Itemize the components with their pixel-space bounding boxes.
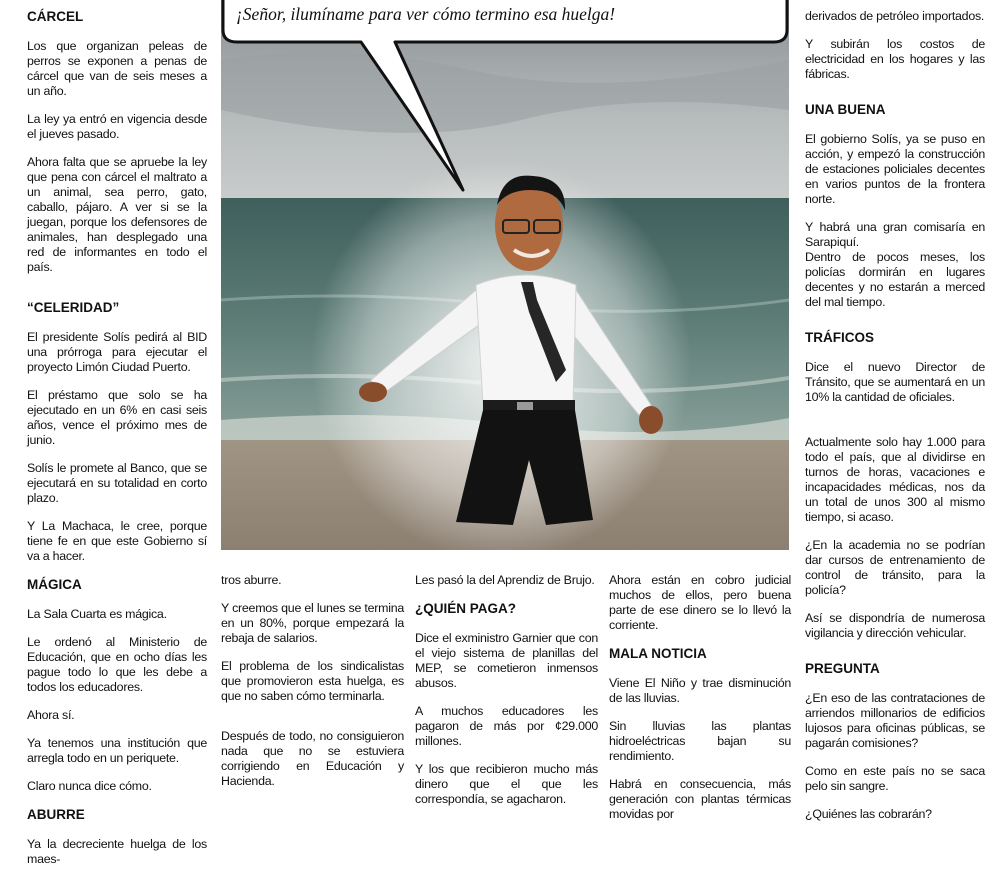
paragraph: derivados de petróleo importados. bbox=[805, 9, 985, 23]
heading-magica: MÁGICA bbox=[27, 577, 82, 592]
paragraph: Ahora están en cobro judicial muchos de ellos, pero buena parte de ese dinero se lo llevó la corriente. bbox=[609, 573, 791, 632]
paragraph: Sin lluvias las plantas hidroeléctricas bajan su rendimiento. bbox=[609, 719, 791, 763]
paragraph: Le ordenó al Ministerio de Educación, que en ocho días les pague todo lo que les debe a todos los educadores. bbox=[27, 635, 207, 694]
heading-mala-noticia: MALA NOTICIA bbox=[609, 646, 707, 661]
bottom-column-1 bbox=[221, 573, 404, 802]
paragraph: El presidente Solís pedirá al BID una prórroga para ejecutar el proyecto Limón Ciudad Puerto. bbox=[27, 330, 207, 374]
paragraph: Ahora falta que se apruebe la ley que pena con cárcel el maltrato a un animal, sea perro, gato, caballo, pájaro. A ver si se la juegan, porque los defensores de animales, han desplegado una red de informantes en todo el país. bbox=[27, 155, 207, 274]
paragraph: Dice el nuevo Director de Tránsito, que se aumentará en un 10% la cantidad de oficiales. bbox=[805, 360, 985, 404]
paragraph: Claro nunca dice cómo. bbox=[27, 779, 152, 793]
paragraph: tros aburre. bbox=[221, 573, 282, 587]
paragraph: Y creemos que el lunes se termina en un 80%, porque empezará la rebaja de salarios. bbox=[221, 601, 404, 645]
paragraph: El gobierno Solís, ya se puso en acción, y empezó la construcción de estaciones policiales decentes en varios puntos de la frontera norte. bbox=[805, 132, 985, 206]
paragraph: Ahora sí. bbox=[27, 708, 75, 722]
paragraph: Habrá en consecuencia, más generación con plantas térmicas movidas por bbox=[609, 777, 791, 821]
heading-carcel: CÁRCEL bbox=[27, 9, 84, 24]
paragraph: Dentro de pocos meses, los policías dormirán en lugares decentes y no estarán a merced del mal tiempo. bbox=[805, 250, 985, 309]
speech-bubble-text: ¡Señor, ilumíname para ver cómo termino esa huelga! bbox=[236, 4, 616, 24]
heading-traficos: TRÁFICOS bbox=[805, 330, 874, 345]
paragraph: Y habrá una gran comisaría en Sarapiquí. bbox=[805, 220, 985, 249]
paragraph: Como en este país no se saca pelo sin sangre. bbox=[805, 764, 985, 793]
paragraph: ¿En eso de las contrataciones de arriendos millonarios de edificios lujosos para oficinas públicas, se pagarán comisiones? bbox=[805, 691, 985, 750]
paragraph: A muchos educadores les pagaron de más por ¢29.000 millones. bbox=[415, 704, 598, 748]
heading-una-buena: UNA BUENA bbox=[805, 102, 886, 117]
right-column bbox=[805, 9, 985, 835]
paragraph: Los que organizan peleas de perros se exponen a penas de cárcel que van de seis meses a un año. bbox=[27, 39, 207, 98]
bottom-column-3 bbox=[609, 573, 791, 835]
paragraph: Ya la decreciente huelga de los maes- bbox=[27, 837, 207, 866]
paragraph: El problema de los sindicalistas que promovieron esta huelga, es que no saben cómo terminarla. bbox=[221, 659, 404, 703]
paragraph: Y La Machaca, le cree, porque tiene fe en que este Gobierno sí va a hacer. bbox=[27, 519, 207, 563]
bottom-column-2 bbox=[415, 573, 598, 820]
left-column bbox=[27, 9, 207, 880]
heading-aburre: ABURRE bbox=[27, 807, 85, 822]
paragraph: La Sala Cuarta es mágica. bbox=[27, 607, 167, 621]
paragraph: Después de todo, no consiguieron nada que no se estuviera corrigiendo en Educación y Hacienda. bbox=[221, 729, 404, 788]
paragraph: Solís le promete al Banco, que se ejecutará en su totalidad en corto plazo. bbox=[27, 461, 207, 505]
heading-celeridad: “CELERIDAD” bbox=[27, 300, 120, 315]
heading-pregunta: PREGUNTA bbox=[805, 661, 880, 676]
paragraph: Viene El Niño y trae disminución de las lluvias. bbox=[609, 676, 791, 705]
paragraph: Actualmente solo hay 1.000 para todo el país, que al dividirse en turnos de horas, vacaciones e incapacidades médicas, nos da un total de unos 300 al mismo tiempo, si acaso. bbox=[805, 435, 985, 524]
paragraph: Así se dispondría de numerosa vigilancia y dirección vehicular. bbox=[805, 611, 985, 640]
paragraph: El préstamo que solo se ha ejecutado en un 6% en casi seis años, vence el próximo mes de junio. bbox=[27, 388, 207, 447]
paragraph: La ley ya entró en vigencia desde el jueves pasado. bbox=[27, 112, 207, 141]
heading-quien-paga: ¿QUIÉN PAGA? bbox=[415, 601, 516, 616]
speech-bubble bbox=[221, 0, 789, 195]
paragraph: Dice el exministro Garnier que con el viejo sistema de planillas del MEP, se cometieron inmensos abusos. bbox=[415, 631, 598, 690]
paragraph: ¿Quiénes las cobrarán? bbox=[805, 807, 932, 821]
paragraph: Les pasó la del Aprendiz de Brujo. bbox=[415, 573, 595, 587]
paragraph: Y los que recibieron mucho más dinero que el que les correspondía, se agacharon. bbox=[415, 762, 598, 806]
paragraph: ¿En la academia no se podrían dar cursos de entrenamiento de control de tránsito, para la policía? bbox=[805, 538, 985, 597]
paragraph: Y subirán los costos de electricidad en los hogares y las fábricas. bbox=[805, 37, 985, 81]
paragraph: Ya tenemos una institución que arregla todo en un periquete. bbox=[27, 736, 207, 765]
